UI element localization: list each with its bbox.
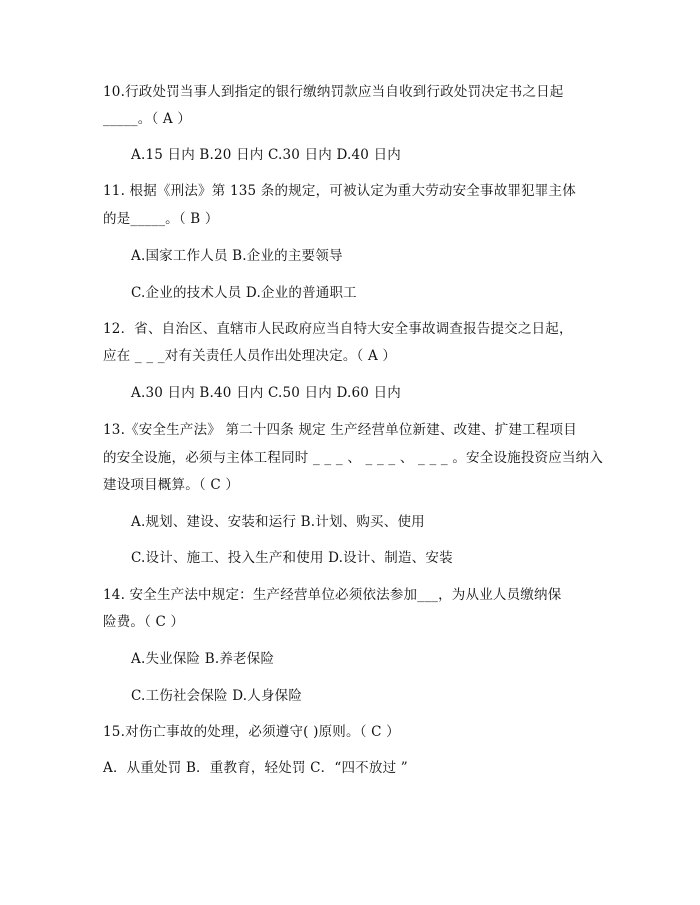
question-12-stem-line-2: 应在 _ _ _对有关责任人员作出处理决定。（ A ） [103,348,397,364]
question-12-options: A.30 日内 B.40 日内 C.50 日内 D.60 日内 [131,385,401,401]
question-13-stem-line-1: 13.《安全生产法》 第二十四条 规定 生产经营单位新建、改建、扩建工程项目 [103,422,577,438]
question-13-option-line-2: C.设计、施工、投入生产和使用 D.设计、制造、安装 [131,550,453,566]
question-11-option-line-1: A.国家工作人员 B.企业的主要领导 [131,248,343,264]
question-14-option-line-2: C.工伤社会保险 D.人身保险 [131,688,303,704]
question-10-options: A.15 日内 B.20 日内 C.30 日内 D.40 日内 [131,147,401,163]
question-11-option-line-2: C.企业的技术人员 D.企业的普通职工 [131,285,357,301]
question-11-stem-line-1: 11. 根据《刑法》第 135 条的规定，可被认定为重大劳动安全事故罪犯罪主体 [103,183,576,199]
question-14-stem-line-1: 14. 安全生产法中规定：生产经营单位必须依法参加___，为从业人员缴纳保 [103,587,562,603]
question-10-stem-line-1: 10.行政处罚当事人到指定的银行缴纳罚款应当自收到行政处罚决定书之日起 [103,84,564,100]
question-15-stem: 15.对伤亡事故的处理，必须遵守( )原则。（ C ） [103,724,400,740]
question-13-option-line-1: A.规划、建设、安装和运行 B.计划、购买、使用 [131,514,425,530]
question-12-stem-line-1: 12．省、自治区、直辖市人民政府应当自特大安全事故调查报告提交之日起， [103,321,573,337]
question-14-stem-line-2: 险费。（ C ） [103,614,185,630]
question-10-stem-line-2: _____。（ A ） [103,111,192,127]
question-14-option-line-1: A.失业保险 B.养老保险 [131,651,275,667]
question-13-stem-line-3: 建设项目概算。（ C ） [103,477,240,493]
question-13-stem-line-2: 的安全设施，必须与主体工程同时 _ _ _ 、 _ _ _ 、 _ _ _ 。安全设施投资应当纳入 [103,450,604,466]
question-15-options: A．从重处罚 B．重教育，轻处罚 C．“四不放过 ” [103,760,408,776]
question-11-stem-line-2: 的是_____。（ B ） [103,211,219,227]
